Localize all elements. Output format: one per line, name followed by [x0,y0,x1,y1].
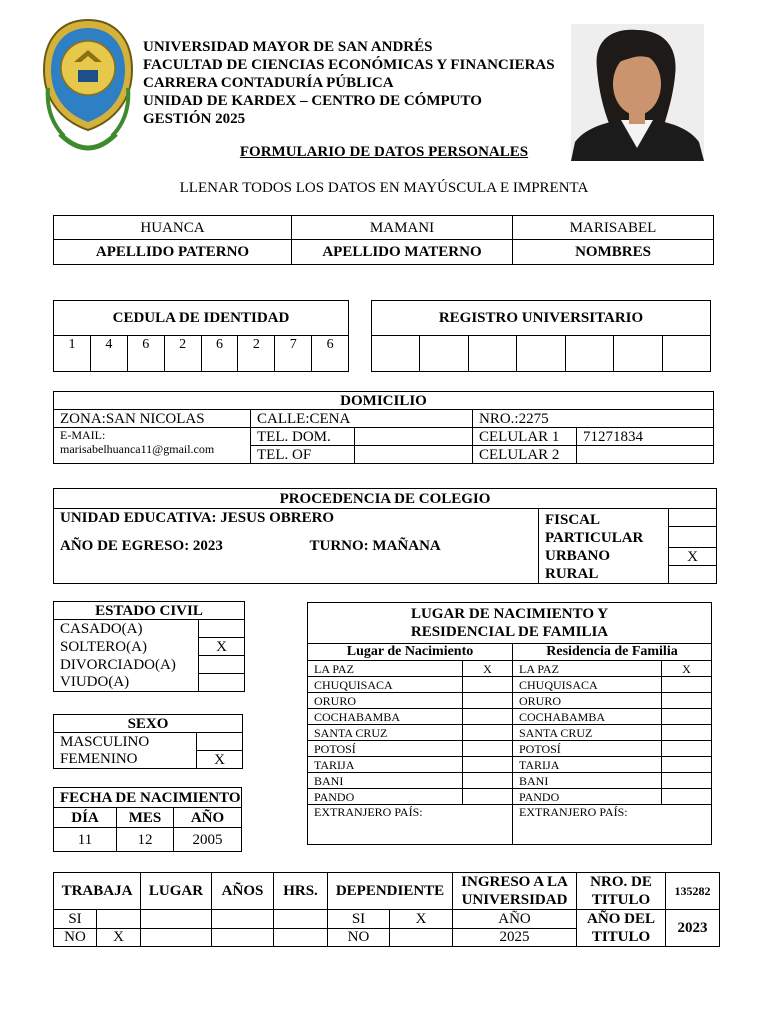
viudo-label: VIUDO(A) [54,674,199,692]
viudo-checkbox[interactable] [199,674,245,692]
nacimiento-departamento-label: COCHABAMBA [308,709,463,725]
casado-label: CASADO(A) [54,620,199,638]
header-line-career: CARRERA CONTADURÍA PÚBLICA [143,75,394,91]
residencia-departamento-label: BANI [513,773,662,789]
lugar-nacimiento-header: Lugar de Nacimiento [308,644,513,661]
estado-civil-table [53,601,245,692]
residencia-departamento-label: TARIJA [513,757,662,773]
hrs-header: HRS. [274,873,328,910]
dia-value[interactable]: 11 [54,828,117,852]
anio-value[interactable]: 2005 [174,828,242,852]
nacimiento-checkbox[interactable] [463,741,513,757]
residencia-departamento-label: PANDO [513,789,662,805]
particular-checkbox[interactable] [669,527,717,548]
sexo-title: SEXO [54,715,243,733]
ru-digit-cell[interactable] [662,336,710,372]
divorciado-label: DIVORCIADO(A) [54,656,199,674]
dia-label: DÍA [54,808,117,828]
nacimiento-departamento-label: ORURO [308,693,463,709]
ru-digit-cell[interactable] [517,336,565,372]
ingreso-header [453,873,577,910]
dependiente-no-checkbox[interactable] [390,928,453,947]
dependiente-header: DEPENDIENTE [328,873,453,910]
ru-digit-cell[interactable] [614,336,662,372]
email-field[interactable] [54,428,251,464]
apellido-paterno-label: APELLIDO PATERNO [54,240,292,265]
residencia-checkbox[interactable] [662,677,712,693]
soltero-label: SOLTERO(A) [54,638,199,656]
nacimiento-departamento-label: POTOSÍ [308,741,463,757]
ci-digit[interactable]: 7 [275,336,312,372]
residencia-departamento-label: COCHABAMBA [513,709,662,725]
unidad-educativa-field[interactable]: UNIDAD EDUCATIVA: JESUS OBRERO [54,509,539,527]
fecha-title: FECHA DE NACIMIENTO [54,788,242,808]
residencia-departamento-label: CHUQUISACA [513,677,662,693]
ingreso-line2: UNIVERSIDAD [461,892,568,908]
hrs-no-cell[interactable] [274,928,328,947]
lugar-title-line2: RESIDENCIAL DE FAMILIA [410,624,609,640]
ru-digit-cell[interactable] [565,336,613,372]
nacimiento-departamento-label: CHUQUISACA [308,677,463,693]
trabajo-table [53,872,720,947]
student-photo [571,24,704,161]
egreso-field[interactable]: AÑO DE EGRESO: 2023 [54,527,304,566]
form-title: FORMULARIO DE DATOS PERSONALES [239,144,529,160]
departamento-row [308,757,712,773]
rural-checkbox[interactable] [669,566,717,584]
residencia-checkbox[interactable]: X [662,661,712,677]
anio-label: AÑO [174,808,242,828]
trabaja-header: TRABAJA [54,873,141,910]
nacimiento-checkbox[interactable] [463,757,513,773]
residencia-departamento-label: LA PAZ [513,661,662,677]
email-value: marisabelhuanca11@gmail.com [60,442,215,456]
celular2-label: CELULAR 2 [473,446,577,464]
ru-digit-cell[interactable] [468,336,516,372]
sexo-table [53,714,243,769]
nacimiento-checkbox[interactable] [463,709,513,725]
turno-field[interactable]: TURNO: MAÑANA [304,527,539,566]
trabaja-no-label: NO [54,928,97,947]
rural-label: RURAL [545,566,599,582]
colegio-title: PROCEDENCIA DE COLEGIO [54,489,717,509]
residencia-departamento-label: SANTA CRUZ [513,725,662,741]
nacimiento-departamento-label: TARIJA [308,757,463,773]
anio-titulo-value[interactable]: 2023 [666,910,720,947]
residencia-checkbox[interactable] [662,757,712,773]
header-line-university: UNIVERSIDAD MAYOR DE SAN ANDRÉS [143,39,433,55]
lugar-si-cell[interactable] [141,910,212,929]
casado-checkbox[interactable] [199,620,245,638]
extranjero-nacimiento-field[interactable]: EXTRANJERO PAÍS: [308,805,513,845]
calle-field[interactable]: CALLE:CENA [251,410,473,428]
ci-digit[interactable]: 6 [127,336,164,372]
lugar-header: LUGAR [141,873,212,910]
trabaja-si-label: SI [54,910,97,929]
mes-value[interactable]: 12 [117,828,174,852]
fiscal-label: FISCAL [545,512,601,528]
ingreso-anio-value[interactable]: 2025 [453,928,577,947]
apellido-paterno-value[interactable]: HUANCA [54,216,292,240]
lugar-title [308,603,712,644]
domicilio-title: DOMICILIO [54,392,714,410]
departamento-row [308,773,712,789]
anio-titulo-line1: AÑO DEL [587,911,655,927]
divorciado-checkbox[interactable] [199,656,245,674]
ingreso-line1: INGRESO A LA [461,874,568,890]
apellido-materno-label: APELLIDO MATERNO [292,240,513,265]
nacimiento-checkbox[interactable]: X [463,661,513,677]
nacimiento-checkbox[interactable] [463,677,513,693]
ru-digit-cell[interactable] [372,336,420,372]
mes-label: MES [117,808,174,828]
extranjero-residencia-field[interactable]: EXTRANJERO PAÍS: [513,805,712,845]
colegio-table [53,488,717,584]
residencia-checkbox[interactable] [662,773,712,789]
residencia-checkbox[interactable] [662,693,712,709]
tel-dom-label: TEL. DOM. [251,428,355,446]
instruction-text: LLENAR TODOS LOS DATOS EN MAYÚSCULA E IMPRENTA [179,180,589,196]
residencia-checkbox[interactable] [662,725,712,741]
residencia-departamento-label: POTOSÍ [513,741,662,757]
email-label: E-MAIL: [60,428,106,442]
particular-label: PARTICULAR [545,530,644,546]
anio-titulo-header [577,910,666,947]
hrs-si-cell[interactable] [274,910,328,929]
trabaja-si-checkbox[interactable] [97,910,141,929]
nacimiento-departamento-label: BANI [308,773,463,789]
nro-field[interactable]: NRO.:2275 [473,410,714,428]
departamento-row [308,789,712,805]
departamento-row [308,693,712,709]
estado-civil-title: ESTADO CIVIL [54,602,245,620]
lugar-no-cell[interactable] [141,928,212,947]
nacimiento-checkbox[interactable] [463,773,513,789]
dependiente-si-checkbox[interactable]: X [390,910,453,929]
nacimiento-checkbox[interactable] [463,693,513,709]
masculino-checkbox[interactable] [197,733,243,751]
nro-titulo-line1: NRO. DE [590,874,652,890]
nacimiento-departamento-label: LA PAZ [308,661,463,677]
nombres-label: NOMBRES [513,240,714,265]
nro-titulo-header [577,873,666,910]
ci-digit[interactable]: 6 [312,336,349,372]
colegio-type-labels [539,509,669,584]
ci-digit[interactable]: 2 [238,336,275,372]
celular1-value[interactable]: 71271834 [577,428,714,446]
ci-table [53,300,349,372]
tel-of-label: TEL. OF [251,446,355,464]
anios-no-cell[interactable] [212,928,274,947]
lugar-nacimiento-table [307,602,712,845]
nro-titulo-line2: TITULO [591,892,651,908]
nacimiento-checkbox[interactable] [463,789,513,805]
ingreso-anio-label: AÑO [453,910,577,929]
nombres-value[interactable]: MARISABEL [513,216,714,240]
header-line-unit: UNIDAD DE KARDEX – CENTRO DE CÓMPUTO [143,93,482,109]
celular1-label: CELULAR 1 [473,428,577,446]
anios-header: AÑOS [212,873,274,910]
ci-digit[interactable]: 1 [54,336,91,372]
ci-digit[interactable]: 2 [164,336,201,372]
lugar-title-line1: LUGAR DE NACIMIENTO Y [410,606,609,622]
anios-si-cell[interactable] [212,910,274,929]
urbano-label: URBANO [545,548,611,564]
ru-table [371,300,711,372]
departamento-row [308,741,712,757]
header-line-gestion: GESTIÓN 2025 [143,111,246,127]
residencia-familia-header: Residencia de Familia [513,644,712,661]
fiscal-checkbox[interactable] [669,509,717,527]
soltero-checkbox[interactable]: X [199,638,245,656]
nro-titulo-value[interactable]: 135282 [666,873,720,910]
celular2-value[interactable] [577,446,714,464]
departamento-row [308,725,712,741]
departamento-row [308,709,712,725]
masculino-label: MASCULINO [54,733,197,751]
fecha-nacimiento-table [53,787,242,852]
ci-digit[interactable]: 4 [90,336,127,372]
residencia-checkbox[interactable] [662,741,712,757]
dependiente-si-label: SI [328,910,390,929]
urbano-checkbox[interactable]: X [669,548,717,566]
nacimiento-departamento-label: PANDO [308,789,463,805]
institution-header [143,38,555,128]
femenino-label: FEMENINO [54,751,197,769]
ci-label: CEDULA DE IDENTIDAD [54,301,349,336]
residencia-departamento-label: ORURO [513,693,662,709]
university-logo [40,18,136,152]
nacimiento-departamento-label: SANTA CRUZ [308,725,463,741]
ru-label: REGISTRO UNIVERSITARIO [372,301,711,336]
residencia-checkbox[interactable] [662,789,712,805]
header-line-faculty: FACULTAD DE CIENCIAS ECONÓMICAS Y FINANCIERAS [143,57,555,73]
residencia-checkbox[interactable] [662,709,712,725]
apellido-materno-value[interactable]: MAMANI [292,216,513,240]
departamento-row [308,661,712,677]
tel-of-value[interactable] [355,446,473,464]
ru-digit-cell[interactable] [420,336,468,372]
trabaja-no-checkbox[interactable]: X [97,928,141,947]
names-table [53,215,714,265]
dependiente-no-label: NO [328,928,390,947]
femenino-checkbox[interactable]: X [197,751,243,769]
tel-dom-value[interactable] [355,428,473,446]
anio-titulo-line2: TITULO [591,929,651,945]
zona-field[interactable]: ZONA:SAN NICOLAS [54,410,251,428]
domicilio-table [53,391,714,464]
departamento-row [308,677,712,693]
nacimiento-checkbox[interactable] [463,725,513,741]
ci-digit[interactable]: 6 [201,336,238,372]
